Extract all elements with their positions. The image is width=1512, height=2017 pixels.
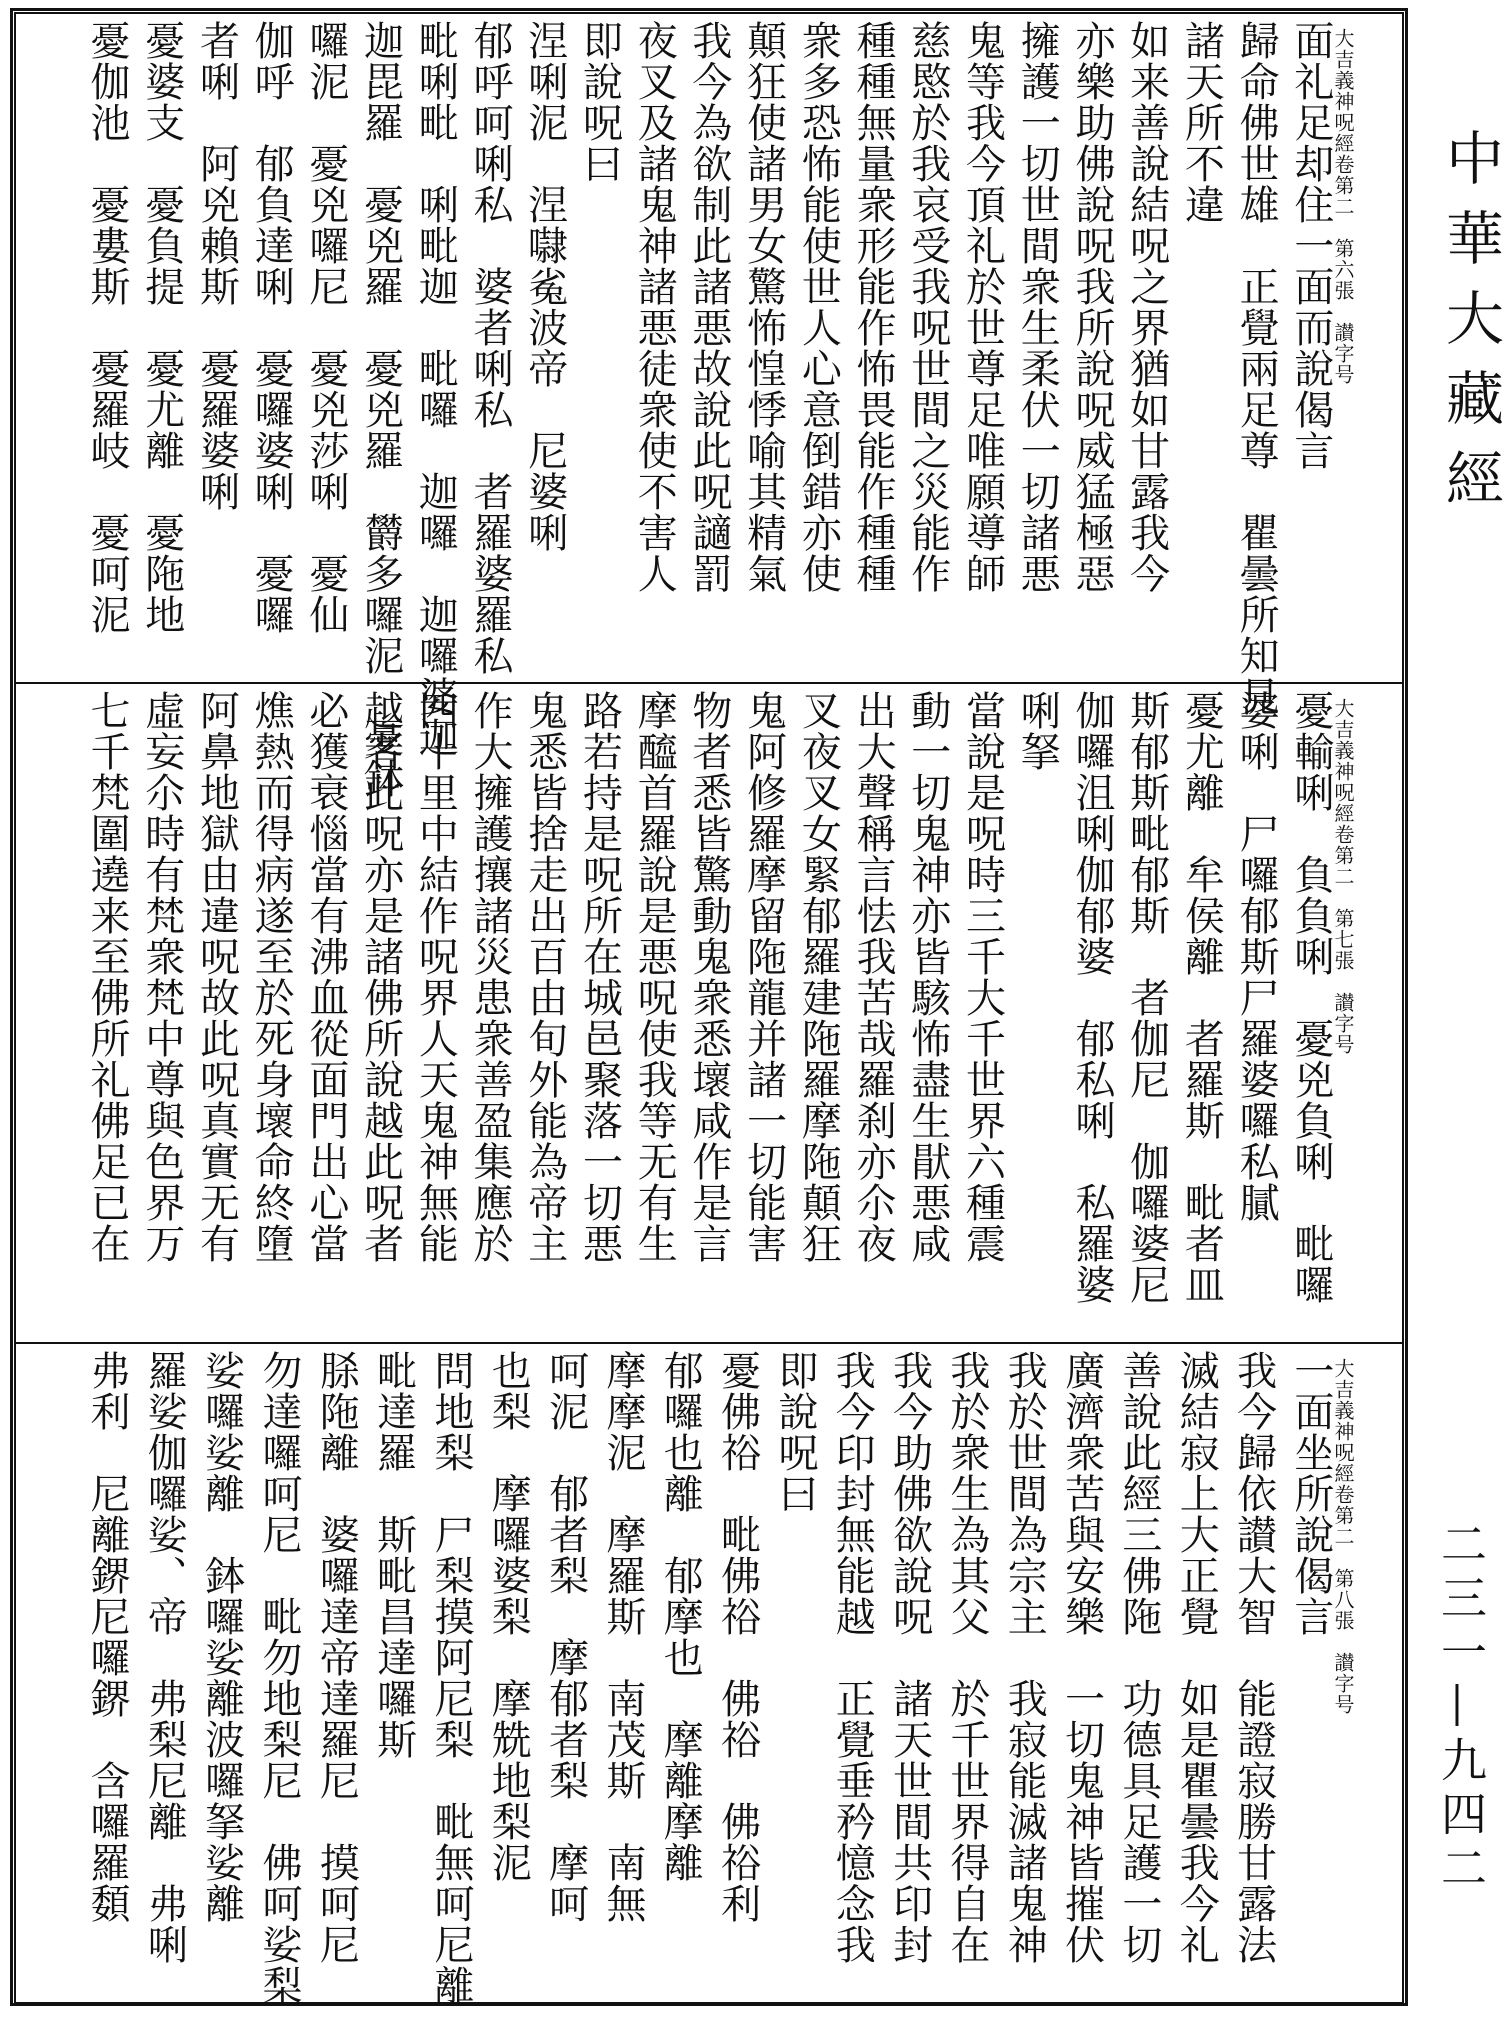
text-column: 問地梨 尸梨摸阿尼梨 毗無呵尼離 xyxy=(427,1350,474,2006)
text-column: 憂輸唎 負負唎 憂兇負唎 毗囉 xyxy=(1287,690,1334,1305)
text-column: 叉夜叉女緊郁羅建陁羅摩陁顛狂 xyxy=(795,690,842,1264)
text-panel-2 xyxy=(14,684,1404,1344)
text-column: 憂尤離 牟侯離 者羅斯 毗者皿 xyxy=(1178,690,1225,1305)
text-column: 滅結寂上大正覺 如是瞿曇我今礼 xyxy=(1173,1350,1220,1965)
collection-title: 中華大藏經 xyxy=(1436,128,1504,528)
text-column: 廣濟衆苦與安樂 一切鬼神皆摧伏 xyxy=(1058,1350,1105,1965)
text-column: 郁呼呵唎私 婆者唎私 者羅婆羅私 xyxy=(467,20,514,676)
text-column: 四十里中結作呪界人天鬼神無能 xyxy=(412,690,459,1264)
margin-note: 大吉義神呪經卷第二 第七張 讃字号 xyxy=(1331,698,1355,1055)
text-column: 憂伽池 憂婁斯 憂羅岐 憂呵泥 xyxy=(84,20,130,635)
text-column: 夜叉及諸鬼神諸悪徒衆使不害人 xyxy=(631,20,678,594)
text-column: 如来善說結呪之界猶如甘露我今 xyxy=(1123,20,1170,594)
text-column: 鬼等我今頂礼於世尊足唯願導師 xyxy=(959,20,1006,594)
text-column: 羅娑伽囉娑、帝 弗梨尼離 弗唎 xyxy=(141,1350,188,1965)
text-column: 也梨 摩囉婆梨 摩兟地梨泥 xyxy=(485,1350,532,1883)
text-column: 一面坐所說偈言 xyxy=(1287,1350,1334,1637)
text-column: 路若持是呪所在城邑聚落一切悪 xyxy=(576,690,623,1264)
text-column: 物者悉皆驚動鬼衆悉壞咸作是言 xyxy=(685,690,732,1264)
text-columns xyxy=(86,690,1332,1336)
text-column: 摩醯首羅說是悪呪使我等无有生 xyxy=(631,690,678,1264)
text-column: 憂婆支 憂負提 憂尤離 憂陁地 xyxy=(138,20,185,635)
text-column: 諸天所不違 xyxy=(1178,20,1225,225)
text-column: 伽呼 郁負達唎 憂囉婆唎 憂囉 xyxy=(248,20,295,635)
margin-note: 大吉義神呪經卷第二 第八張 讃字号 xyxy=(1331,1358,1355,1715)
text-column: 阿鼻地獄由違呪故此呪真實无有 xyxy=(193,690,240,1264)
text-column: 面礼足却住一面而說偈言 xyxy=(1287,20,1334,471)
text-column: 衆多恐怖能使世人心意倒錯亦使 xyxy=(795,20,842,594)
text-column: 毗唎毗 唎毗迦 毗囉 迦囉 迦囉婆迦 xyxy=(412,20,459,758)
text-column: 亦樂助佛說呪我所說呪威猛極惡 xyxy=(1068,20,1115,594)
text-column: 七千梵圍遶来至佛所礼佛足已在 xyxy=(84,690,130,1264)
text-column: 鬼阿修羅摩留陁龍并諸一切能害 xyxy=(740,690,787,1264)
text-column: 慈愍於我哀受我呪世間之災能作 xyxy=(904,20,951,594)
margin-note: 大吉義神呪經卷第二 第六張 讃字号 xyxy=(1331,28,1355,385)
text-column: 婆唎 尸囉郁斯尸羅婆囉私膩 xyxy=(1233,690,1280,1223)
text-column: 我今印封無能越 正覺垂矜憶念我 xyxy=(829,1350,876,1965)
text-column: 娑囉娑離 鉢囉娑離波囉拏娑離 xyxy=(198,1350,245,1924)
text-column: 歸命佛世雄 正覺兩足尊 瞿曇所知見 xyxy=(1233,20,1280,717)
text-column: 種種無量衆形能作怖畏能作種種 xyxy=(850,20,897,594)
text-column: 迦毘羅 憂兇羅 憂兇羅 欝多囉泥 憂鉢 xyxy=(357,20,404,799)
text-column: 越者此呪亦是諸佛所說越此呪者 xyxy=(357,690,404,1264)
text-column: 燋熱而得病遂至於死身壞命終墮 xyxy=(248,690,295,1264)
text-column: 即說呪曰 xyxy=(771,1350,818,1514)
text-column: 當說是呪時三千大千世界六種震 xyxy=(959,690,1006,1264)
text-column: 郁囉也離 郁摩也 摩離摩離 xyxy=(657,1350,704,1883)
text-column: 我今助佛欲說呪 諸天世間共印封 xyxy=(886,1350,933,1965)
text-column: 伽囉沮唎伽郁婆 郁私唎 私羅婆 xyxy=(1068,690,1115,1305)
text-column: 唎拏 xyxy=(1014,690,1061,772)
text-column: 擁護一切世間衆生柔伏一切諸悪 xyxy=(1014,20,1061,594)
text-column: 斯郁斯毗郁斯 者伽尼 伽囉婆尼 xyxy=(1123,690,1170,1305)
page-number: 二三一—九四二 xyxy=(1434,1520,1488,1898)
text-column: 即說呪曰 xyxy=(576,20,623,184)
text-column: 勿達囉呵尼 毗勿地梨尼 佛呵娑梨 xyxy=(255,1350,302,2006)
text-column: 者唎 阿兇賴斯 憂羅婆唎 xyxy=(193,20,240,512)
text-column: 呵泥 郁者梨 摩郁者梨 摩呵 xyxy=(542,1350,589,1924)
text-column: 善說此經三佛陁 功德具足護一切 xyxy=(1115,1350,1162,1965)
text-column: 出大聲稱言怯我苦哉羅刹亦尒夜 xyxy=(850,690,897,1264)
text-column: 毗達羅 斯毗昌達囉斯 xyxy=(370,1350,417,1760)
text-panel-3 xyxy=(14,1344,1404,2004)
text-column: 虛妄尒時有梵衆梵中尊與色界万 xyxy=(138,690,185,1264)
text-columns xyxy=(84,1350,1334,2006)
text-column: 弗利 尼離鎅尼囉鎅 含囉羅䫋 xyxy=(84,1350,130,1924)
text-column: 鬼悉皆捨走出百由旬外能為帝主 xyxy=(521,690,568,1264)
text-column: 作大擁護攘諸災患衆善盈集應於 xyxy=(467,690,514,1264)
text-column: 我於世間為宗主 我寂能滅諸鬼神 xyxy=(1001,1350,1048,1965)
text-column: 囉泥 憂兇囉尼 憂兇莎唎 憂仙 xyxy=(302,20,349,635)
text-column: 脎陁離 婆囉達帝達羅尼 摸呵尼 xyxy=(313,1350,360,1965)
text-column: 涅唎泥 涅㘑㝹波帝 尼婆唎 xyxy=(521,20,568,553)
text-column: 動一切鬼神亦皆駭怖盡生猒悪咸 xyxy=(904,690,951,1264)
text-column: 顛狂使諸男女驚怖惶悸喻其精氣 xyxy=(740,20,787,594)
text-column: 我於衆生為其父 於千世界得自在 xyxy=(943,1350,990,1965)
text-column: 我今歸依讃大智 能證寂勝甘露法 xyxy=(1230,1350,1277,1965)
text-column: 必獲衰惱當有沸血從面門出心當 xyxy=(302,690,349,1264)
text-column: 我今為欲制此諸悪故說此呪讁罰 xyxy=(685,20,732,594)
text-column: 摩摩泥 摩羅斯 南茂斯 南無 xyxy=(599,1350,646,1924)
text-column: 憂佛𥙿 毗佛𥙿 佛𥙿 佛𥙿利 xyxy=(714,1350,761,1924)
